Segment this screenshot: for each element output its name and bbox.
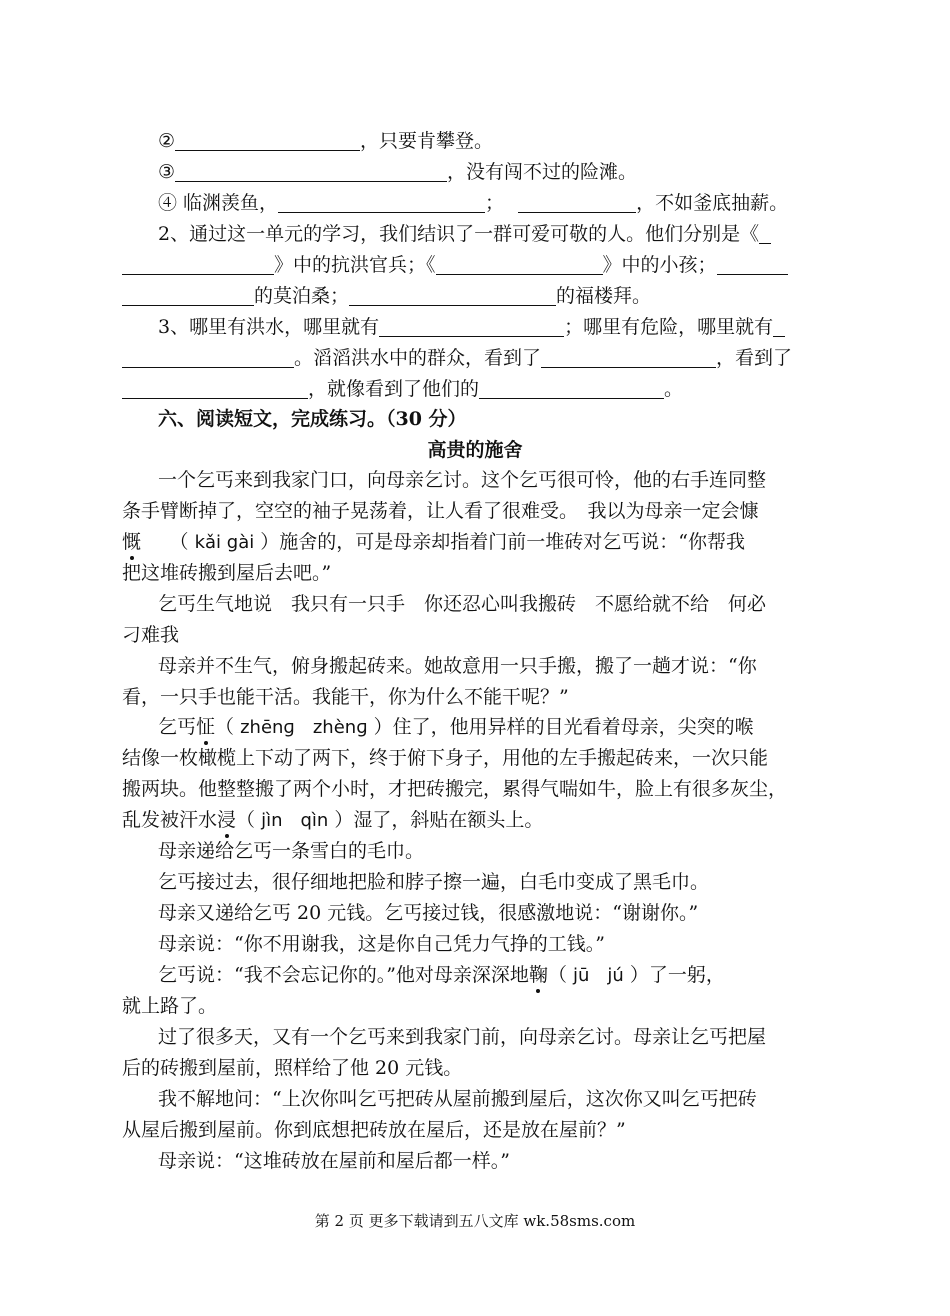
question-2-line-2 <box>122 250 788 280</box>
dotted-char: 怔 <box>196 716 216 738</box>
passage-text: ）了一躬， <box>629 964 725 986</box>
passage-line: 母亲递给乞丐一条雪白的毛巾。 <box>158 840 425 862</box>
question-text: ，就像看到了他们的 <box>308 378 480 400</box>
passage-line <box>158 960 725 991</box>
answer-blank[interactable] <box>479 377 664 399</box>
passage-line: 我不解地问：“上次你叫乞丐把砖从屋前搬到屋后，这次你又叫乞丐把砖 <box>158 1088 757 1110</box>
answer-blank[interactable] <box>122 377 308 399</box>
answer-blank[interactable] <box>379 315 564 337</box>
question-2-line-3 <box>122 281 651 311</box>
passage-text: ）施舍的，可是母亲却指着门前一堆砖对乞丐说：“你帮我 <box>260 531 745 553</box>
passage-line <box>122 805 543 836</box>
passage-line: 从屋后搬到屋前。你到底想把砖放在屋后，还是放在屋前？” <box>122 1119 626 1141</box>
passage-line: 母亲说：“你不用谢我，这是你自己凭力气挣的工钱。” <box>158 933 605 955</box>
answer-blank[interactable] <box>349 284 556 306</box>
question-3-line-3 <box>122 374 683 404</box>
question-text: 》中的抗洪官兵；《 <box>274 254 436 276</box>
pinyin-options[interactable]: jìn qìn <box>261 810 329 831</box>
passage-line: 乞丐生气地说 我只有一只手 你还忍心叫我搬砖 不愿给就不给 何必 <box>158 593 767 615</box>
fill-text: ④ 临渊羡鱼， <box>158 192 279 214</box>
passage-line: 就上路了。 <box>122 995 218 1017</box>
fill-text: ，没有闯不过的险滩。 <box>447 161 638 183</box>
bracket: （ <box>236 809 256 831</box>
dotted-char: 浸 <box>217 809 237 831</box>
fill-line-4 <box>158 188 788 218</box>
section-heading: 六、阅读短文，完成练习。（30 分） <box>158 408 467 430</box>
question-text: 2、通过这一单元的学习，我们结识了一群可爱可敬的人。他们分别是《 <box>158 223 760 245</box>
fill-line-2 <box>158 126 493 156</box>
question-text: ，看到了 <box>716 347 793 369</box>
question-2-line-1 <box>158 219 771 249</box>
fill-text: ，只要肯攀登。 <box>360 130 494 152</box>
question-text: ；哪里有危险，哪里就有 <box>564 316 774 338</box>
passage-line: 一个乞丐来到我家门口，向母亲乞讨。这个乞丐很可怜，他的右手连同整 <box>158 469 767 491</box>
passage-text: ）住了，他用异样的目光看着母亲，尖突的喉 <box>373 716 754 738</box>
passage-text: 乞丐 <box>158 716 197 738</box>
passage-line: 后的砖搬到屋前，照样给了他 20 元钱。 <box>122 1057 463 1079</box>
fill-text: ； <box>485 192 505 214</box>
passage-title: 高贵的施舍 <box>427 439 523 461</box>
answer-blank[interactable] <box>122 284 254 306</box>
bracket: （ <box>215 716 235 738</box>
question-3-line-2 <box>122 343 792 373</box>
passage-line: 刁难我 <box>122 624 180 646</box>
circle-number-3: ③ <box>158 161 176 183</box>
answer-blank[interactable] <box>436 253 603 275</box>
answer-blank[interactable] <box>122 253 274 275</box>
fill-text: ，不如釜底抽薪。 <box>636 192 789 214</box>
dotted-char: 慨 <box>122 531 142 553</box>
question-text: 的福楼拜。 <box>556 285 652 307</box>
answer-blank[interactable] <box>541 346 716 368</box>
passage-line: 乞丐接过去，很仔细地把脸和脖子擦一遍，白毛巾变成了黑毛巾。 <box>158 871 710 893</box>
question-text: 。滔滔洪水中的群众，看到了 <box>294 347 542 369</box>
passage-line: 母亲并不生气，俯身搬起砖来。她故意用一只手搬，搬了一趟才说：“你 <box>158 655 757 677</box>
passage-line: 结像一枚橄榄上下动了两下，终于俯下身子，用他的左手搬起砖来，一次只能 <box>122 747 769 769</box>
passage-line: 条手臂断掉了，空空的袖子晃荡着，让人看了很难受。 我以为母亲一定会慷 <box>122 500 759 522</box>
answer-blank[interactable] <box>759 222 771 244</box>
answer-blank[interactable] <box>518 191 636 213</box>
question-text: 》中的小孩； <box>602 254 717 276</box>
answer-blank[interactable] <box>175 129 360 151</box>
question-text: 的莫泊桑； <box>254 285 350 307</box>
circle-number-2: ② <box>158 130 176 152</box>
question-3-line-1 <box>158 312 785 342</box>
bracket: （ <box>179 531 189 553</box>
passage-line: 过了很多天，又有一个乞丐来到我家门前，向母亲乞讨。母亲让乞丐把屋 <box>158 1026 767 1048</box>
answer-blank[interactable] <box>175 160 447 182</box>
passage-line <box>158 712 754 743</box>
pinyin-options[interactable]: kǎi gài <box>194 532 255 553</box>
page-footer: 第 2 页 更多下载请到五八文库 wk.58sms.com <box>314 1212 636 1230</box>
answer-blank[interactable] <box>773 315 785 337</box>
passage-text: 乞丐说：“我不会忘记你的。”他对母亲深深地 <box>158 964 529 986</box>
passage-line: 母亲又递给乞丐 20 元钱。乞丐接过钱，很感激地说：“谢谢你。” <box>158 902 699 924</box>
answer-blank[interactable] <box>278 191 485 213</box>
passage-line: 搬两块。他整整搬了两个小时，才把砖搬完，累得气喘如牛，脸上有很多灰尘， <box>122 778 788 800</box>
passage-line: 母亲说：“这堆砖放在屋前和屋后都一样。” <box>158 1150 510 1172</box>
passage-line <box>122 527 745 558</box>
pinyin-options[interactable]: zhēnɡ zhènɡ <box>240 717 368 738</box>
question-text: 3、哪里有洪水，哪里就有 <box>158 316 380 338</box>
answer-blank[interactable] <box>122 346 294 368</box>
dotted-char: 鞠 <box>528 964 548 986</box>
fill-line-3 <box>158 157 637 187</box>
bracket: （ <box>547 964 567 986</box>
answer-blank[interactable] <box>717 253 788 275</box>
pinyin-options[interactable]: jū jú <box>573 965 624 986</box>
passage-line: 把这堆砖搬到屋后去吧。” <box>122 562 332 584</box>
passage-line: 看，一只手也能干活。我能干，你为什么不能干呢？” <box>122 686 569 708</box>
question-text: 。 <box>664 378 684 400</box>
passage-text: 乱发被汗水 <box>122 809 218 831</box>
passage-text: ）湿了，斜贴在额头上。 <box>334 809 544 831</box>
